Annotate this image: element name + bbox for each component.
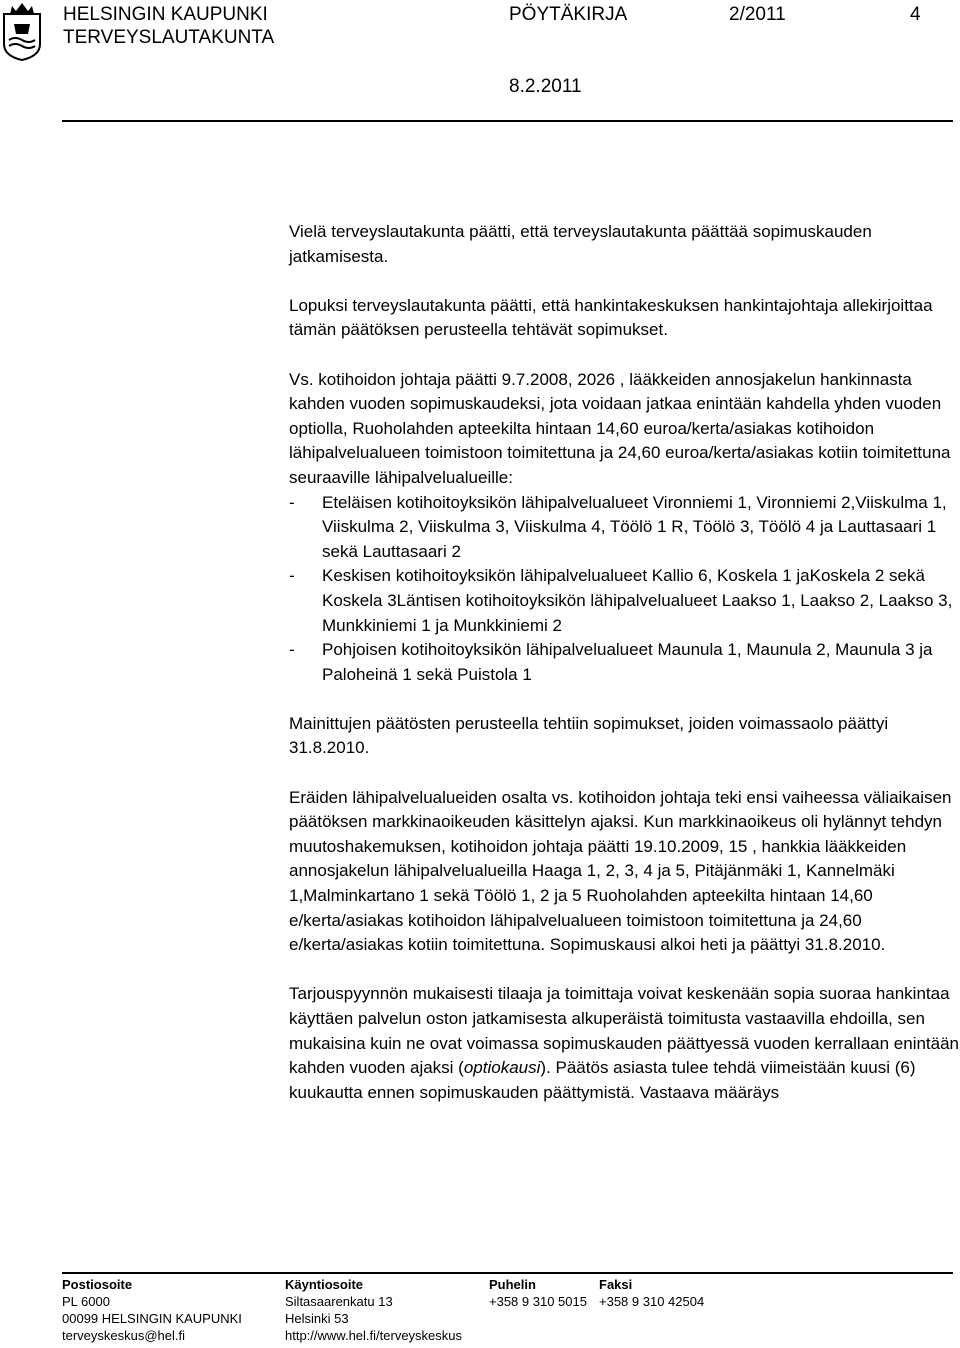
footer-phone	[489, 1276, 587, 1310]
footer-fax	[599, 1276, 704, 1310]
org-unit: TERVEYSLAUTAKUNTA	[63, 27, 275, 48]
list-item-text: Pohjoisen kotihoitoyksikön lähipalvelualueet Maunula 1, Maunula 2, Maunula 3 ja Paloheinä 1 sekä Puistola 1	[322, 640, 933, 684]
paragraph: Vielä terveyslautakunta päätti, että terveyslautakunta päättää sopimuskauden jatkamisesta.	[289, 222, 872, 266]
list-marker: -	[289, 492, 295, 512]
document-type: PÖYTÄKIRJA	[509, 4, 628, 25]
footer-heading: Faksi	[599, 1277, 633, 1292]
footer-email-link[interactable]: terveyskeskus@hel.fi	[62, 1328, 186, 1343]
list-item	[289, 491, 959, 565]
footer-postal-address	[62, 1276, 242, 1344]
list-item	[289, 564, 959, 638]
footer-line: PL 6000	[62, 1294, 110, 1309]
helsinki-coat-of-arms-icon	[0, 0, 44, 62]
footer-website-link[interactable]: http://www.hel.fi/terveyskeskus	[285, 1328, 463, 1343]
list-item-text: Keskisen kotihoitoyksikön lähipalvelualueet Kallio 6, Koskela 1 jaKoskela 2 sekä Koskela 3Läntisen kotihoitoyksikön lähipalvelualueet Laakso 1, Laakso 2, Laakso 3, Munkkiniemi 1 ja Munkkiniemi 2	[322, 566, 953, 635]
list-item-text: Eteläisen kotihoitoyksikön lähipalvelualueet Vironniemi 1, Vironniemi 2,Viiskulma 1, Viiskulma 2, Viiskulma 3, Viiskulma 4, Töölö 1 R, Töölö 3, Töölö 4 ja Lauttasaari 1 sekä Lauttasaari 2	[322, 492, 947, 561]
paragraph: Lopuksi terveyslautakunta päätti, että hankintakeskuksen hankintajohtaja allekirjoittaa tämän päätöksen perusteella tehtävät sopimukset.	[289, 295, 933, 340]
list-marker: -	[289, 640, 295, 660]
footer-line: +358 9 310 42504	[599, 1294, 705, 1309]
footer-divider	[62, 1272, 953, 1274]
document-number: 2/2011	[729, 4, 786, 25]
footer-line: Helsinki 53	[285, 1311, 349, 1326]
header-divider	[62, 120, 953, 122]
meeting-date: 8.2.2011	[509, 76, 582, 97]
footer-visiting-address	[285, 1276, 462, 1344]
paragraph-text: Tarjouspyynnön mukaisesti tilaaja ja toimittaja voivat keskenään sopia suoraa hankintaa käyttäen palvelun oston jatkamisesta alkuperäistä toimitusta vastaavilla ehdoilla, sen mukaisina kuin ne ovat voimassa sopimuskauden päättyessä vuoden kerrallaan enintään kahden vuoden ajaksi (	[289, 984, 960, 1078]
list-item	[289, 638, 959, 687]
paragraph	[289, 982, 959, 1105]
paragraph: Vs. kotihoidon johtaja päätti 9.7.2008, 2026 , lääkkeiden annosjakelun hankinnasta kahden vuoden sopimuskaudeksi, jota voidaan jatkaa enintään kahdella yhden vuoden optiolla, Ruoholahden apteekilta hintaan 14,60 euroa/kerta/asiakas kotihoidon lähipalvelualueen toimistoon toimitettuna ja 24,60 euroa/kerta/asiakas kotiin toimitettuna seuraaville lähipalvelualueille:	[289, 369, 951, 487]
org-name: HELSINGIN KAUPUNKI	[63, 4, 268, 25]
footer-heading: Postiosoite	[62, 1277, 133, 1292]
paragraph-text: ). Päätös asiasta tulee tehdä viimeistään kuusi (6) kuukautta ennen sopimuskauden päättymistä. Vastaava määräys	[289, 1058, 916, 1102]
minutes-body	[289, 220, 959, 1105]
paragraph: Mainittujen päätösten perusteella tehtiin sopimukset, joiden voimassaolo päättyi 31.8.2010.	[289, 713, 889, 758]
footer-heading: Puhelin	[489, 1277, 536, 1292]
footer-line: +358 9 310 5015	[489, 1294, 587, 1309]
page-number: 4	[910, 4, 921, 25]
footer-line: Siltasaarenkatu 13	[285, 1294, 393, 1309]
paragraph: Eräiden lähipalvelualueiden osalta vs. kotihoidon johtaja teki ensi vaiheessa väliaikaisen päätöksen markkinaoikeuden käsittelyn ajaksi. Kun markkinaoikeus oli hylännyt tehdyn muutoshakemuksen, kotihoidon johtaja päätti 19.10.2009, 15 , hankkia lääkkeiden annosjakelun lähipalvelualueilla Haaga 1, 2, 3, 4 ja 5, Pitäjänmäki 1, Kannelmäki 1,Malminkartano 1 sekä Töölö 1, 2 ja 5 Ruoholahden apteekilta hintaan 14,60 e/kerta/asiakas kotihoidon lähipalvelualueen toimistoon toimitettuna ja 24,60 e/kerta/asiakas kotiin toimitettuna. Sopimuskausi alkoi heti ja päättyi 31.8.2010.	[289, 787, 952, 955]
footer-line: 00099 HELSINGIN KAUPUNKI	[62, 1311, 242, 1326]
italic-term: optiokausi	[463, 1058, 541, 1078]
footer-heading: Käyntiosoite	[285, 1277, 364, 1292]
list-marker: -	[289, 566, 295, 586]
